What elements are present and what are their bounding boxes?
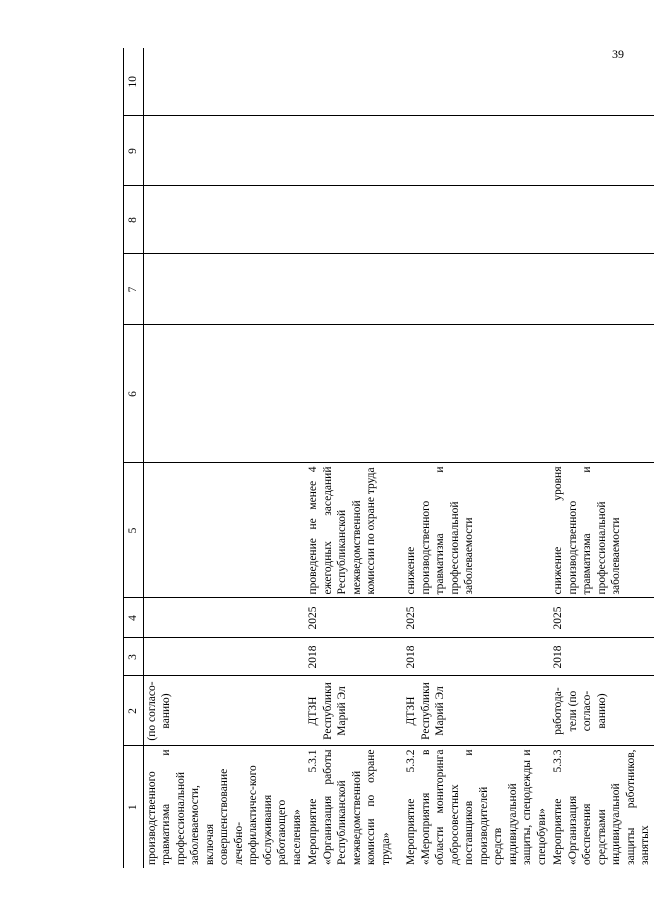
column-header: 1 <box>124 746 144 868</box>
measure-name-cell: Мероприятие 5.3.3 «Организация обеспечения средствами индивидуальной защиты работников, занятых <box>552 749 651 865</box>
empty-cell <box>305 48 403 116</box>
measure-name-cell: Мероприятие 5.3.2 «Мероприятия в области мониторинга добросовестных поставщиков и производителей средств индивидуальной защиты, спецодежды и спецобуви» <box>405 749 548 865</box>
column-header: 8 <box>124 186 144 254</box>
empty-cell <box>550 325 654 463</box>
column-header: 2 <box>124 676 144 746</box>
column-header: 9 <box>124 116 144 186</box>
empty-cell <box>143 186 305 254</box>
expected-result-cell: снижение уровня производственного травматизма и профессиональной заболеваемости <box>550 463 654 598</box>
expected-result-cell: проведение не менее 4 ежегодных заседаний Республиканской межведомственной комиссии по охране труда <box>305 463 403 598</box>
empty-cell <box>143 325 305 463</box>
executor-cell: ДТЗН Республики Марий Эл <box>305 676 403 746</box>
table-row <box>550 48 654 868</box>
column-header: 6 <box>124 325 144 463</box>
empty-cell <box>305 116 403 186</box>
start-year-cell: 2018 <box>403 638 550 676</box>
column-header: 3 <box>124 638 144 676</box>
empty-cell <box>550 186 654 254</box>
expected-result-cell: снижение производственного травматизма и профессиональной заболеваемости <box>403 463 550 598</box>
end-year-cell <box>143 598 305 638</box>
measure-name-cell: Мероприятие 5.3.1 «Организация работы Республиканской межведомственной комиссии по охране труда» <box>307 749 392 865</box>
end-year-cell: 2025 <box>550 598 654 638</box>
executor-cell: ДТЗН Республики Марий Эл <box>403 676 550 746</box>
executor-cell: (по согласо-ванию) <box>143 676 305 746</box>
empty-cell <box>143 116 305 186</box>
table-row <box>403 48 550 868</box>
table-row <box>143 48 305 868</box>
end-year-cell: 2025 <box>305 598 403 638</box>
empty-cell <box>403 325 550 463</box>
measure-name-cell: производственного травматизма и профессиональной заболеваемости, включая совершенствование лечебно-профилактичес-кого обслуживания работающего населения» <box>145 749 303 865</box>
start-year-cell: 2018 <box>550 638 654 676</box>
page-number: 39 <box>612 47 624 61</box>
empty-cell <box>305 186 403 254</box>
empty-cell <box>403 48 550 116</box>
executor-cell: работода-тели (по согласо-ванию) <box>550 676 654 746</box>
empty-cell <box>403 254 550 325</box>
expected-result-cell <box>143 463 305 598</box>
column-header: 7 <box>124 254 144 325</box>
column-header: 5 <box>124 463 144 598</box>
end-year-cell: 2025 <box>403 598 550 638</box>
empty-cell <box>143 254 305 325</box>
empty-cell <box>550 48 654 116</box>
rotated-landscape-page <box>123 48 651 868</box>
column-header: 10 <box>124 48 144 116</box>
column-header: 4 <box>124 598 144 638</box>
empty-cell <box>305 254 403 325</box>
table-row <box>305 48 403 868</box>
empty-cell <box>403 186 550 254</box>
start-year-cell: 2018 <box>305 638 403 676</box>
start-year-cell <box>143 638 305 676</box>
empty-cell <box>550 116 654 186</box>
empty-cell <box>305 325 403 463</box>
program-measures-table <box>123 48 654 868</box>
column-number-header-row <box>124 48 144 868</box>
empty-cell <box>143 48 305 116</box>
empty-cell <box>403 116 550 186</box>
empty-cell <box>550 254 654 325</box>
